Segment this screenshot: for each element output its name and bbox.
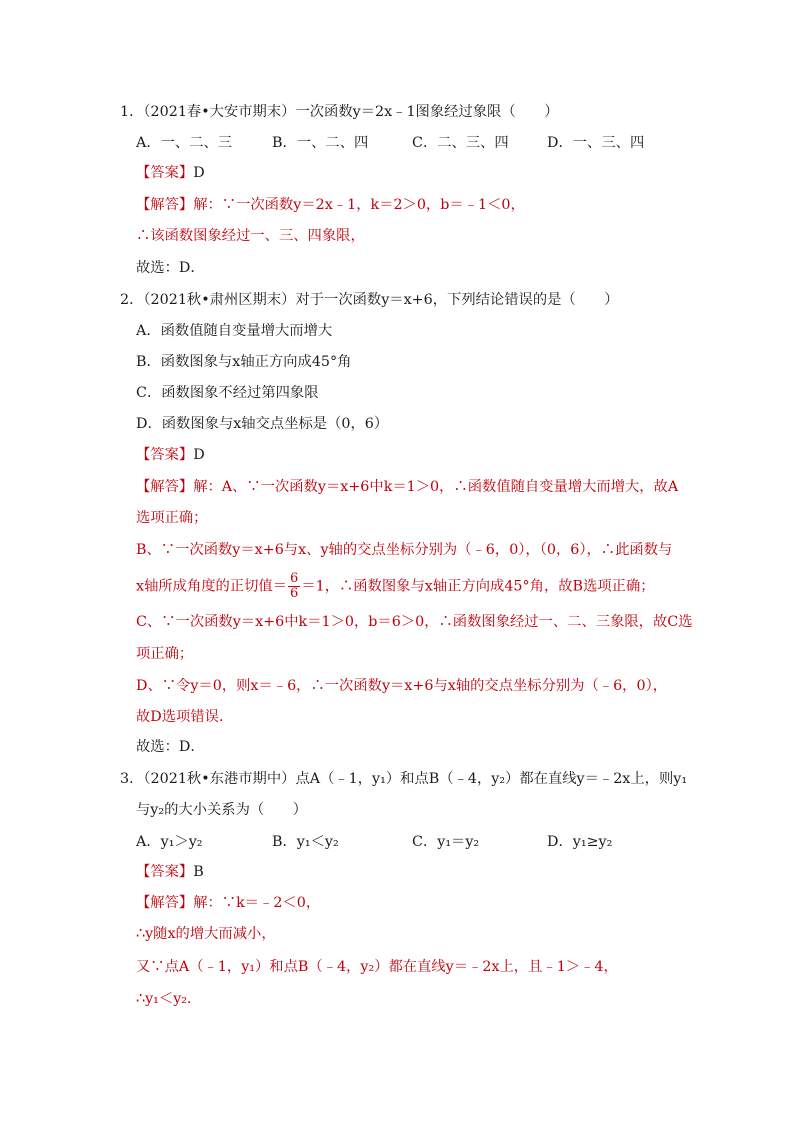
solution-text: 解：∵k＝﹣2＜0，: [193, 895, 321, 911]
q2-solution-line-4: [136, 572, 655, 601]
question-text: （2021秋•东港市期中）点A（﹣1，y₁）和点B（﹣4，y₂）都在直线y＝﹣2x上，则y₁: [143, 771, 688, 787]
q1-solution-line-2: ∴该函数图象经过一、三、四象限，: [136, 228, 365, 244]
q2-option-b: B．函数图象与x轴正方向成45°角: [136, 354, 352, 370]
q2-option-c: C．函数图象不经过第四象限: [136, 385, 319, 401]
q2-answer: [136, 445, 205, 465]
q1-option-b: B．一、二、四: [272, 135, 369, 151]
fraction-denominator: 6: [290, 586, 299, 601]
question-1-stem: [120, 102, 559, 122]
q2-solution-line-7: D、∵令y＝0，则x＝﹣6，∴一次函数y＝x+6与x轴的交点坐标分别为（﹣6，0），: [136, 678, 668, 694]
q3-solution-line-2: ∴y随x的增大而减小，: [136, 926, 276, 942]
q1-option-c: C．二、三、四: [412, 135, 509, 151]
answer-value: D: [193, 165, 205, 181]
question-text: （2021春•大安市期末）一次函数y＝2x﹣1图象经过象限（ ）: [143, 104, 559, 120]
answer-value: B: [193, 864, 204, 880]
question-3-stem: [120, 769, 687, 789]
q2-solution-line-8: 故D选项错误．: [136, 709, 234, 725]
question-number: 1．: [120, 104, 144, 120]
answer-value: D: [193, 447, 205, 463]
q2-solution-line-9: 故选：D．: [136, 739, 205, 755]
answer-tag: 【答案】: [136, 864, 194, 880]
q1-answer: [136, 163, 205, 183]
solution-tag: 【解答】: [136, 895, 194, 911]
q3-option-b: B．y₁＜y₂: [272, 834, 339, 850]
q2-solution-line-6: 项正确；: [136, 646, 194, 662]
fraction-numerator: 6: [290, 571, 299, 586]
solution-text: ＝1，∴函数图象与x轴正方向成45°角，故B选项正确；: [301, 578, 655, 595]
question-2-stem: [120, 290, 619, 310]
answer-tag: 【答案】: [136, 165, 194, 181]
q3-solution-line-1: [136, 893, 320, 913]
question-number: 3．: [120, 771, 144, 787]
q2-option-a: A．函数值随自变量增大而增大: [136, 323, 333, 339]
q2-solution-line-5: C、∵一次函数y＝x+6中k＝1＞0，b＝6＞0，∴函数图象经过一、二、三象限，故C选: [136, 614, 693, 630]
q1-option-d: D．一、三、四: [547, 135, 645, 151]
q2-option-d: D．函数图象与x轴交点坐标是（0，6）: [136, 416, 389, 432]
solution-text: 解：A、∵一次函数y＝x+6中k＝1＞0，∴函数值随自变量增大而增大，故A: [193, 479, 679, 495]
q2-solution-line-2: 选项正确；: [136, 510, 208, 526]
q3-option-c: C．y₁＝y₂: [412, 834, 480, 850]
question-3-stem-line-2: 与y₂的大小关系为（ ）: [136, 802, 308, 818]
question-number: 2．: [120, 292, 144, 308]
solution-text: x轴所成角度的正切值＝: [136, 578, 288, 595]
solution-tag: 【解答】: [136, 479, 194, 495]
q1-option-a: A．一、二、三: [136, 135, 233, 151]
question-text: （2021秋•肃州区期末）对于一次函数y＝x+6，下列结论错误的是（ ）: [143, 292, 619, 308]
solution-text: 解：∵一次函数y＝2x﹣1，k＝2＞0，b＝﹣1＜0，: [193, 197, 525, 213]
q1-solution-line-3: 故选：D．: [136, 260, 205, 276]
answer-tag: 【答案】: [136, 447, 194, 463]
q1-solution-line-1: [136, 195, 525, 215]
q2-solution-line-3: B、∵一次函数y＝x+6与x、y轴的交点坐标分别为（﹣6，0），（0，6），∴此函数与: [136, 542, 673, 558]
q3-answer: [136, 862, 204, 882]
q3-option-a: A．y₁＞y₂: [136, 834, 203, 850]
q2-solution-line-1: [136, 477, 678, 497]
q3-solution-line-4: ∴y₁＜y₂．: [136, 991, 202, 1007]
q3-option-d: D．y₁≥y₂: [547, 834, 613, 850]
solution-tag: 【解答】: [136, 197, 194, 213]
fraction: [288, 572, 300, 601]
q3-solution-line-3: 又∵点A（﹣1，y₁）和点B（﹣4，y₂）都在直线y＝﹣2x上，且﹣1＞﹣4，: [136, 959, 618, 975]
